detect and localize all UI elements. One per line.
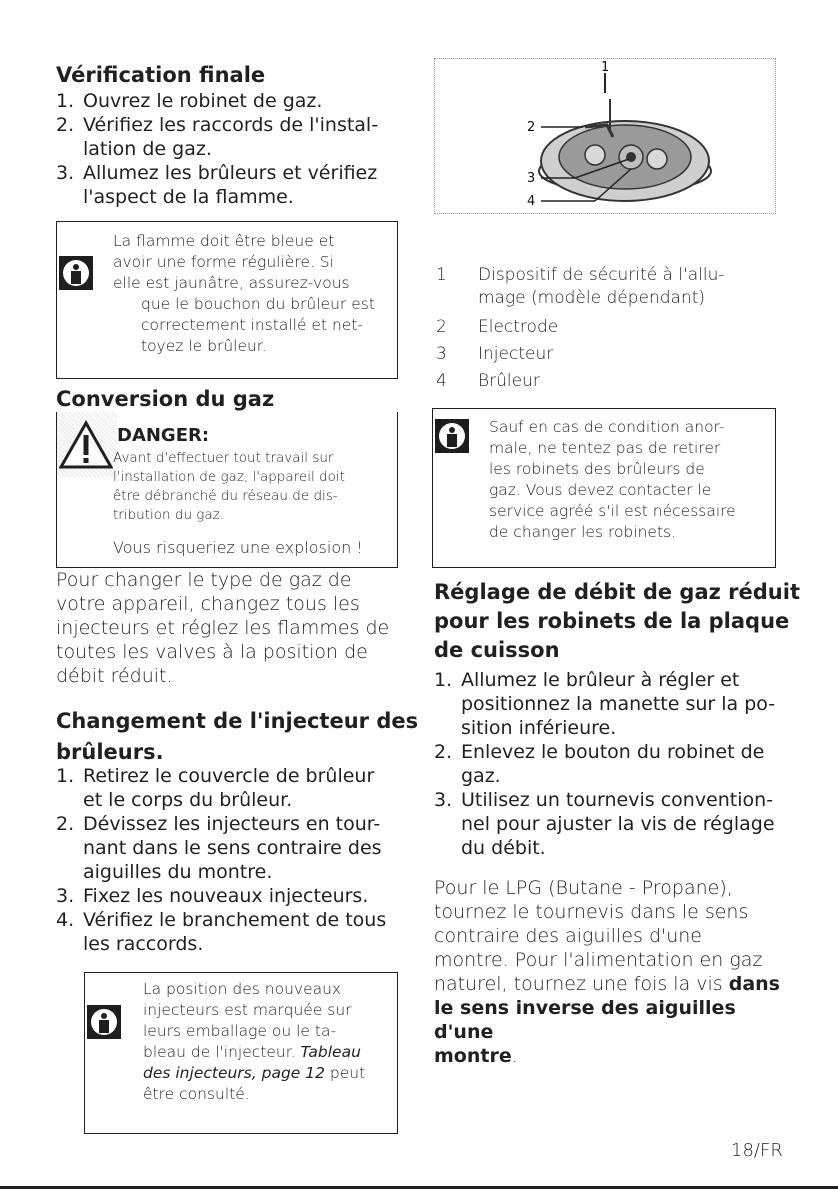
info-text: La position des nouveaux injecteurs est marquée sur leurs emballage ou le ta- bleau de l'injecteur. Tableau des injecteurs, page 12 peut être consulté. [143,980,366,1103]
verification-steps [56,89,406,209]
list-item: 3. Allumez les brûleurs et vérifiez l'aspect de la flamme. [56,162,378,208]
danger-text: Avant d'effectuer tout travail sur l'installation de gaz, l'appareil doit être débranché du réseau de dis- tribution du gaz. [113,450,345,523]
heading-verification-finale: Vérification finale [56,63,266,87]
conversion-paragraph: Pour changer le type de gaz de votre appareil, changez tous les injecteurs et réglez les flammes de toutes les valves à la position de débit réduit. [56,569,390,687]
danger-explosion-warning: Vous risqueriez une explosion ! [113,538,363,557]
burner-diagram [434,58,776,214]
list-item: 1. Retirez le couvercle de brûleur et le corps du brûleur. [56,765,375,811]
list-item: 1. Ouvrez le robinet de gaz. [56,90,323,112]
heading-reglage-debit: Réglage de débit de gaz réduit pour les robinets de la plaque de cuisson [434,580,800,662]
list-item: 2. Vérifiez les raccords de l'instal- lation de gaz. [56,114,379,160]
info-box-robinets [432,408,776,568]
info-text: Sauf en cas de condition anor- male, ne tentez pas de retirer les robinets des brûleurs de gaz. Vous devez contacter le service agréé s'il est nécessaire de changer les robinets. [489,418,736,541]
injector-steps [56,764,406,956]
list-item: 1. Allumez le brûleur à régler et positionnez la manette sur la po- sition inférieure. [434,669,776,739]
danger-title: DANGER: [117,425,210,446]
heading-conversion-du-gaz: Conversion du gaz [56,387,275,411]
list-item: 3. Fixez les nouveaux injecteurs. [56,885,369,907]
page-number: 18/FR [731,1140,783,1161]
legend-item-continuation: mage (modèle dépendant) [478,288,706,308]
list-item: 2. Enlevez le bouton du robinet de gaz. [434,741,765,787]
danger-box [56,412,398,568]
list-item: 4. Vérifiez le branchement de tous les raccords. [56,909,387,955]
reglage-paragraph: Pour le LPG (Butane - Propane), tournez le tournevis dans le sens contraire des aiguilles d'une montre. Pour l'alimentation en gaz naturel, tournez une fois la vis dans le sens inverse des aiguilles d'une montre. [434,877,780,1067]
reglage-steps [434,668,784,860]
bottom-rule [0,1186,838,1189]
figure-label-1: 1 [601,60,610,75]
list-item: 3. Utilisez un tournevis convention- nel pour ajuster la vis de réglage du débit. [434,789,775,859]
figure-label-4: 4 [527,194,536,209]
burner-illustration [435,59,775,213]
list-item: 2. Dévissez les injecteurs en tour- nant dans le sens contraire des aiguilles du montre. [56,813,382,883]
figure-label-2: 2 [527,120,536,135]
info-icon [435,419,469,453]
info-text: La flamme doit être bleue et avoir une forme régulière. Si elle est jaunâtre, assurez-vous que le bouchon du brûleur est correctement installé et net- toyez le brûleur. [113,232,375,355]
info-box-flame [56,221,398,379]
heading-changement-injecteur: Changement de l'injecteur des brûleurs. [56,709,419,764]
info-box-injector-position [84,972,398,1134]
info-icon [59,256,93,290]
figure-label-3: 3 [527,171,536,186]
warning-triangle-icon [59,420,113,470]
